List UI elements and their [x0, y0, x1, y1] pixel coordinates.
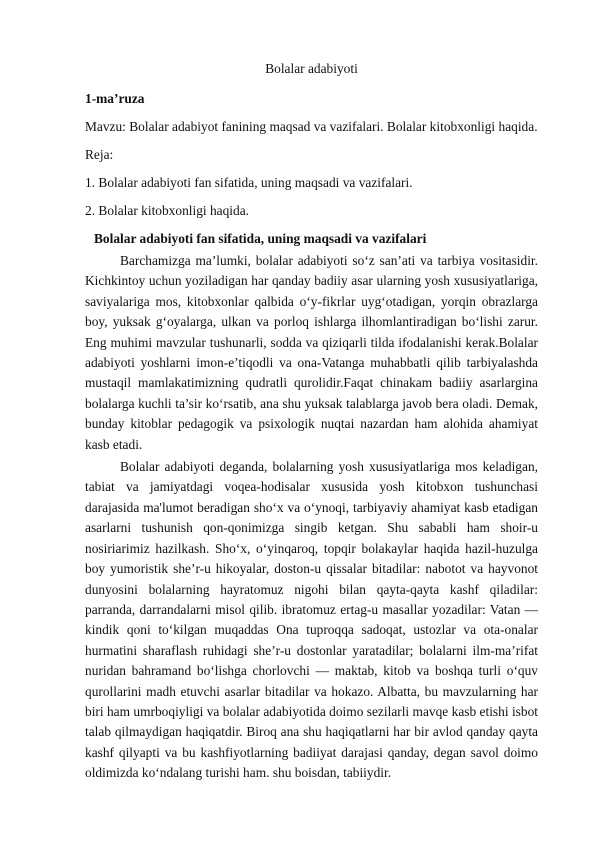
section-heading: Bolalar adabiyoti fan sifatida, uning maqsadi va vazifalari	[94, 231, 427, 246]
body-paragraph-2: Bolalar adabiyoti deganda, bolalarning yosh xususiyatlariga mos keladigan, tabiat va jamiyatdagi voqea-hodisalar xususida yosh kitobxon tushunchasi darajasida ma'lumot beradigan sho‘x va o‘ynoqi, tarbiyaviy ahamiyat kasb etadigan asarlarni tushunish qon-qonimizga singib ketgan. Shu sababli ham shoir-u nosiriarimiz hazilkash. Sho‘x, o‘yinqaroq, topqir bolakaylar haqida hazil-huzulga boy yumoristik she’r-u hikoyalar, doston-u qissalar bitadilar: nabotot va hayvonot dunyosini bolalarning hayratomuz nigohi bilan qayta-qayta kashf qiladilar: parranda, darrandalarni misol qilib. ibratomuz ertag-u masallar yozadilar: Vatan — kindik qoni to‘kilgan muqaddas Ona tuproqqa sadoqat, ustozlar va ota-onalar hurmatini sharaflash ruhidagi she’r-u dostonlar yaratadilar; bolalarni ilm-ma’rifat nuridan bahramand bo‘lishga chorlovchi — maktab, kitob va boshqa turli o‘quv qurollarini madh etuvchi asarlar bitadilar va hokazo. Albatta, bu mavzularning har biri ham umrboqiyligi va bolalar adabiyotida doimo sezilarli mavqe kasb etishi isbot talab qilmaydigan haqiqatdir. Biroq ana shu haqiqatlarni har bir avlod qanday qayta kashf qilyapti va bu kashfiyotlarning badiiyat darajasi qanday, degan savol doimo oldimizda ko‘ndalang turishi ham. shu boisdan, tabiiydir.	[85, 459, 538, 781]
lecture-label: 1-ma’ruza	[85, 91, 145, 106]
topic-line: Mavzu: Bolalar adabiyot fanining maqsad va vazifalari. Bolalar kitobxonligi haqida.	[85, 119, 538, 134]
document-title: Bolalar adabiyoti	[265, 61, 358, 76]
plan-label: Reja:	[85, 147, 114, 162]
plan-item-1: 1. Bolalar adabiyoti fan sifatida, uning maqsadi va vazifalari.	[85, 175, 413, 190]
plan-item-2: 2. Bolalar kitobxonligi haqida.	[85, 203, 250, 218]
body-paragraph-1: Barchamizga ma’lumki, bolalar adabiyoti so‘z san’ati va tarbiya vositasidir. Kichkintoy uchun yoziladigan har qanday badiiy asar ularning yosh xususiyatlariga, saviyalariga mos, kitobxonlar qalbida o‘y-fikrlar uyg‘otadigan, yorqin obrazlarga boy, yuksak g‘oyalarga, ulkan va porloq ishlarga ilhomlantiradigan bo‘lishi zarur. Eng muhimi mavzular tushunarli, sodda va qiziqarli tilda ifodalanishi kerak.Bolalar adabiyoti yoshlarni imon-e’tiqodli va ona-Vatanga muhabbatli qilib tarbiyalashda mustaqil mamlakatimizning qudratli qurolidir.Faqat chinakam badiiy asarlargina bolalarga kuchli ta’sir ko‘rsatib, ana shu yuksak talablarga javob bera oladi. Demak, bunday kitoblar pedagogik va psixologik nuqtai nazardan ham alohida ahamiyat kasb etadi.	[85, 253, 538, 452]
